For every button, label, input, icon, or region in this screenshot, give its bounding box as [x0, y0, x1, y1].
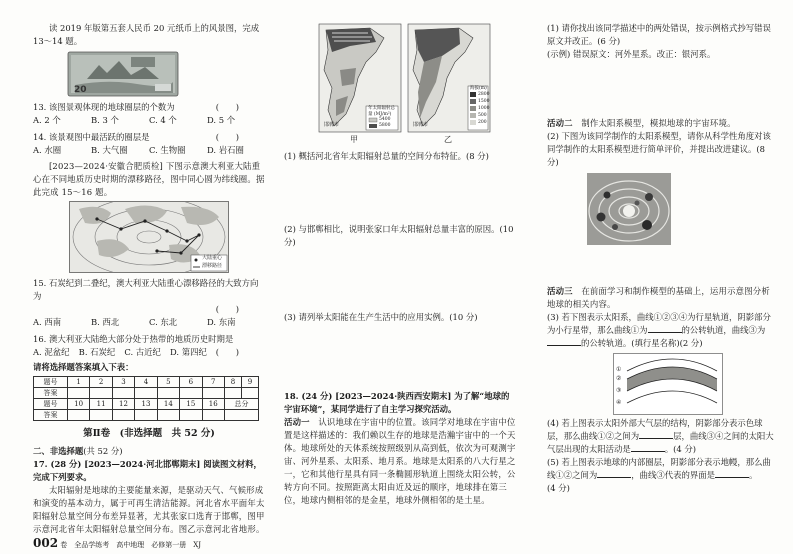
question-13-stem: 13. 该图景观体现的地球圈层的个数为	[33, 102, 175, 113]
map-a-legend-value: 5400	[379, 117, 391, 122]
question-17-3: (3) 请列举太阳能在生产生活中的应用实例。(10 分)	[284, 312, 478, 323]
answer-cell[interactable]	[112, 410, 134, 421]
question-18-1: (1) 请你找出该同学描述中的两处错误，按示例格式抄写错误原文并改正。(6 分)	[547, 23, 771, 47]
map-a-caption: 甲	[350, 135, 358, 144]
answer-cell[interactable]	[67, 388, 89, 399]
answer-cell[interactable]	[157, 388, 179, 399]
map-b-legend-value: 500	[478, 113, 487, 118]
row-label: 答案	[34, 388, 68, 399]
option-d: D. 东南	[207, 317, 236, 328]
question-number: 8	[224, 377, 241, 388]
total-score-cell[interactable]	[224, 410, 258, 421]
fill-blank[interactable]	[648, 324, 682, 333]
question-number: 14	[157, 399, 179, 410]
legend-centroid: 大陆重心	[202, 255, 223, 262]
passage-intro: 读 2019 年版第五套人民币 20 元纸币上的风景图，完成 13～14 题。	[33, 23, 260, 47]
option-c: C. 生物圈	[149, 145, 186, 156]
answer-cell[interactable]	[67, 410, 89, 421]
fill-blank[interactable]	[639, 430, 673, 439]
question-17-material: 太阳辐射是地球的主要能量来源，是驱动天气、气候形成和演变的基本动力，属于可再生清洁能源。河北省水平面年太阳辐射总量空间分布差异显著，尤其张家口选育于邯郸，图甲示意河北省年太阳辐射总量空间分布。图乙示意河北省地形。	[33, 485, 265, 535]
section-2-subtitle: 二、非选择题(共 52 分)	[33, 445, 123, 456]
question-16	[33, 333, 265, 359]
curve-label: ④	[616, 399, 622, 407]
option-c: C. 4 个	[149, 115, 177, 126]
answer-cell[interactable]	[157, 410, 179, 421]
option-c: C. 古近纪	[124, 347, 161, 358]
svg-text:20: 20	[74, 85, 87, 96]
question-number: 9	[241, 377, 258, 388]
answer-space[interactable]	[284, 249, 516, 311]
hebei-maps	[284, 22, 516, 150]
answer-cell[interactable]	[135, 410, 157, 421]
curve-diagram-figure	[613, 353, 723, 415]
map-b-legend-value: 2800	[478, 92, 490, 97]
answer-paren: ( )	[215, 347, 239, 358]
answer-space[interactable]	[547, 61, 777, 117]
option-b: B. 3 个	[91, 115, 119, 126]
answer-table	[33, 376, 259, 421]
footer-text: 卷 全品学练考 高中地理 必修第一册 XJ	[60, 541, 202, 549]
answer-paren: ( )	[215, 132, 239, 143]
option-a: A. 2 个	[33, 115, 61, 126]
question-18-5-score: (4 分)	[547, 483, 570, 494]
map-b-legend-title: 海拔(m)	[470, 86, 487, 91]
fill-blank[interactable]	[631, 443, 665, 452]
section-2-title: 第Ⅱ卷 (非选择题 共 52 分)	[83, 428, 215, 440]
option-a: A. 泥盆纪	[33, 347, 70, 358]
option-b: B. 大气圈	[91, 145, 128, 156]
answer-cell[interactable]	[241, 388, 258, 399]
answer-space[interactable]	[284, 324, 516, 390]
total-score-label: 总分	[224, 399, 258, 410]
question-number: 16	[202, 399, 224, 410]
question-17-1: (1) 概括河北省年太阳辐射总量的空间分布特征。(8 分)	[284, 151, 489, 161]
question-16-stem: 16. 澳大利亚大陆绝大部分处于热带的地质历史时期是	[33, 334, 234, 345]
answer-paren: ( )	[215, 102, 239, 113]
answer-cell[interactable]	[202, 410, 224, 421]
city-label: 邯郸市	[324, 122, 340, 128]
banknote-image	[67, 51, 179, 97]
question-18-4: (4) 若上图表示太阳外部大气层的结构，阴影部分表示色球层，那么曲线①②之间为 层，曲线③④之间的太阳大气层出现的太阳活动是 。(4 分)	[547, 418, 774, 455]
question-number: 10	[67, 399, 89, 410]
column-right	[547, 0, 777, 554]
option-c: C. 东北	[149, 317, 178, 328]
curve-label: ③	[616, 387, 622, 395]
map-b-legend-value: 1500	[478, 99, 490, 104]
option-b: B. 西北	[91, 317, 120, 328]
map-b-caption: 乙	[444, 135, 452, 144]
question-number: 13	[135, 399, 157, 410]
option-a: A. 西南	[33, 317, 62, 328]
option-d: D. 岩石圈	[207, 145, 244, 156]
legend-path: 漂移路径	[202, 263, 223, 270]
fill-blank[interactable]	[547, 337, 581, 346]
question-number: 11	[90, 399, 112, 410]
option-d: D. 5 个	[207, 115, 236, 126]
answer-cell[interactable]	[90, 388, 112, 399]
option-a: A. 水圈	[33, 145, 62, 156]
question-number: 15	[180, 399, 202, 410]
question-number: 6	[180, 377, 202, 388]
question-18-5: (5) 若上图表示地球的内部圈层，阴影部分表示地幔，那么曲线①②之间为 ，曲线③代表的界面是 。	[547, 457, 771, 481]
question-number: 2	[90, 377, 112, 388]
question-15-stem: 15. 石炭纪到二叠纪，澳大利亚大陆重心漂移路径的大致方向为	[33, 278, 259, 302]
question-18-head: 18. (24 分) [2023—2024·陕西西安期末] 为了解“地球的宇宙环境”，某同学进行了自主学习探究活动。	[284, 391, 510, 415]
passage-intro-2: [2023—2024·安徽合肥质检] 下图示意澳大利亚大陆重心在不同地质历史时期的漂移路径，图中同心圆为纬线圈。据此完成 15～16 题。	[33, 161, 265, 198]
answer-cell[interactable]	[90, 410, 112, 421]
table-row	[34, 399, 259, 410]
map-b-legend-value: 1000	[478, 106, 490, 111]
table-row	[34, 377, 259, 388]
column-middle	[284, 0, 516, 554]
question-18-3: (3) 若下图表示太阳系，曲线①②③④为行星轨道，阴影部分为小行星带，那么曲线①为 的公转轨道，曲线③为的公转轨道。(填行星名称)(2 分)	[547, 312, 771, 349]
column-left	[33, 0, 265, 554]
activity-3-label: 活动三	[547, 286, 573, 297]
solar-system-model-photo	[587, 173, 671, 245]
question-17-2: (2) 与邯郸相比，说明张家口年太阳辐射总量丰富的原因。(10 分)	[284, 224, 514, 248]
answer-cell[interactable]	[112, 388, 134, 399]
question-number: 4	[135, 377, 157, 388]
question-number: 1	[67, 377, 89, 388]
question-14	[33, 131, 265, 157]
activity-3-body: 在前面学习和制作模型的基础上，运用示意图分析地球的相关内容。	[547, 286, 770, 310]
fill-blank[interactable]	[597, 469, 631, 478]
table-row	[34, 388, 259, 399]
question-number: 12	[112, 399, 134, 410]
question-13	[33, 101, 265, 127]
row-label: 题号	[34, 399, 68, 410]
option-d: D. 第四纪	[170, 347, 207, 358]
row-label: 题号	[34, 377, 68, 388]
map-a-legend-value: 5800	[379, 123, 391, 128]
option-b: B. 石炭纪	[78, 347, 116, 358]
curve-diagram	[613, 353, 723, 415]
table-row	[34, 410, 259, 421]
answer-table-title: 请将选择题答案填入下表：	[33, 362, 134, 373]
question-number: 7	[202, 377, 224, 388]
activity-1-label: 活动一	[284, 417, 310, 428]
fill-blank[interactable]	[715, 469, 749, 478]
answer-space[interactable]	[284, 163, 516, 223]
question-number: 5	[157, 377, 179, 388]
activity-1-body: 认识地球在宇宙中的位置。该同学对地球在宇宙中位置是这样描述的：我们赖以生存的地球是浩瀚宇宙中的一个天体。地球所处的天体系统按照级别从高到低，依次为可观测宇宙、河外星系、太阳系、地月系。地球是太阳系的八大行星之一，它和其他行星具有同一条椭圆形轨道上围绕太阳公转，公转方向不同。按照距离太阳由近及远的顺序，地球排在第三位，地球内侧相邻的是金星，地球外侧相邻的是土星。	[284, 417, 516, 506]
question-15	[33, 277, 265, 329]
question-18-1-example: (示例) 错误原文：河外星系。改正：银河系。	[547, 49, 716, 60]
map-b-legend-value: 200	[478, 120, 487, 125]
curve-label: ①	[616, 366, 622, 374]
row-label: 答案	[34, 410, 68, 421]
answer-cell[interactable]	[180, 410, 202, 421]
question-number: 3	[112, 377, 134, 388]
city-label: 邯郸市	[413, 122, 429, 128]
page-number: 002	[33, 536, 59, 550]
drift-map	[69, 201, 229, 273]
question-17-head: 17. (28 分) [2023—2024·河北邯郸期末] 阅读图文材料，完成下列要求。	[33, 458, 262, 482]
answer-cell[interactable]	[224, 388, 241, 399]
answer-space[interactable]	[547, 245, 777, 285]
question-14-stem: 14. 该景观图中最活跃的圈层是	[33, 132, 150, 143]
answer-cell[interactable]	[180, 388, 202, 399]
activity-2-body: 制作太阳系模型，模拟地球的宇宙环境。	[581, 118, 736, 129]
answer-paren: ( )	[215, 304, 239, 315]
curve-label: ②	[616, 375, 622, 383]
question-18-2: (2) 下图为该同学制作的太阳系模型，请你从科学性角度对该同学制作的太阳系模型进行简单评价，并提出改进建议。(8 分)	[547, 131, 771, 168]
answer-cell[interactable]	[135, 388, 157, 399]
map-a-legend-title: 年太阳辐射总量 (MJ/m²)	[368, 106, 395, 117]
page-footer	[33, 534, 201, 553]
activity-2-label: 活动二	[547, 118, 573, 129]
answer-cell[interactable]	[202, 388, 224, 399]
